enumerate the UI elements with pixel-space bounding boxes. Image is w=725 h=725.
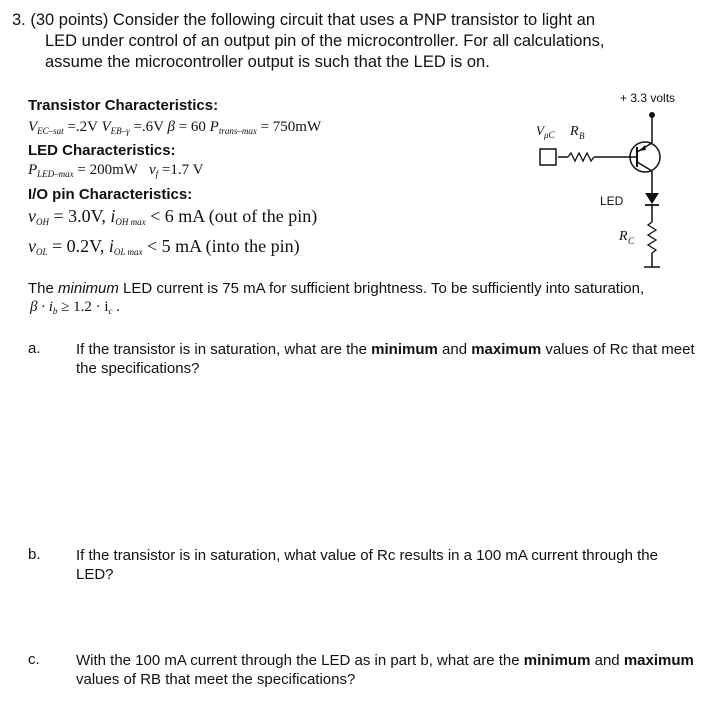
item-c-b1: minimum [523,652,591,669]
intro-line-3: assume the microcontroller output is such that the LED is on. [45,53,490,71]
vec-sat-value: =.2V [67,119,98,135]
io-heading: I/O pin Characteristics: [28,186,193,203]
item-a-b1: minimum [371,341,438,358]
vol-value: = 0.2V, [52,236,105,256]
supply-label: + 3.3 volts [620,91,676,105]
transistor-params: $V_{EC-sat} =.2V$ $V_{EB-\gamma} =.6V$ β = 60 $P_{trans-max} = 750mW$ [28,119,322,136]
item-c-t2: and [590,652,624,669]
pnp-led-circuit-diagram [520,85,700,285]
ioh-value: < 6 mA (out of the pin) [150,206,318,226]
transistor-collector [637,162,652,171]
item-b-letter: b. [28,546,41,563]
question-points: (30 points) [30,11,109,29]
item-c-t1: With the 100 mA current through the LED as in part b, what are the [76,652,524,669]
rc-resistor [648,222,656,253]
question-title [12,10,712,73]
item-b-t1: If the transistor is in saturation, what value of Rc results in a 100 mA current through the LED? [76,547,658,583]
item-c-b2: maximum [623,652,694,669]
vuc-subscript: μC [544,130,555,140]
paragraph-emphasis: minimum [58,280,119,297]
formula-beta-ib: β · i [30,299,53,315]
formula-c-sub: c [108,306,113,316]
intro-line-1: Consider the following circuit that uses a PNP transistor to light an [112,11,596,29]
formula-mid: ≥ 1.2 · i [57,299,109,315]
formula-end: . [112,299,121,315]
led-params: $P_{LED-max} = 200mW$ $v_f =1.7$ V [28,162,204,179]
saturation-formula [30,299,120,316]
iol-value: < 5 mA (into the pin) [146,236,300,256]
led-label: LED [600,194,624,208]
formula-b-sub: b [52,306,58,316]
io-voh-line: $v_{OH} = 3.0V$, $i_{OH max} < 6$ mA (out of the pin) [28,206,318,227]
beta-value: = 60 [178,119,206,135]
brightness-paragraph [28,280,644,297]
item-a-t1: If the transistor is in saturation, what are the [76,341,372,358]
rb-label: R [570,124,579,139]
item-a-b2: maximum [471,341,542,358]
item-a-text [76,340,696,378]
ptrans-value: = 750mW [260,119,322,135]
rc-label: R [619,229,628,244]
vuc-label: V [536,123,544,138]
io-vol-line: $v_{OL} = 0.2V$, $i_{OL max} < 5$ mA (into the pin) [28,236,300,257]
voh-value: = 3.0V, [53,206,106,226]
item-c-t3: values of RB that meet the specifications? [76,671,356,688]
paragraph-post: LED current is 75 mA for sufficient brightness. To be sufficiently into saturation, [123,280,645,297]
rc-subscript: C [628,236,635,246]
microcontroller-pin [540,149,556,165]
rb-resistor [568,153,594,161]
item-c-letter: c. [28,651,40,668]
led-diode-symbol [645,193,659,204]
pled-value: = 200mW [77,162,138,178]
item-a-letter: a. [28,340,41,357]
question-number: 3. [12,11,26,29]
item-a-t2: and [437,341,472,358]
intro-line-2: LED under control of an output pin of the microcontroller. For all calculations, [45,32,605,50]
transistor-heading: Transistor Characteristics: [28,97,219,114]
item-a-t3: values of Rc that meet the specifications? [76,341,695,377]
led-heading: LED Characteristics: [28,142,176,159]
item-b-text [76,546,696,584]
item-c-text [76,651,696,689]
emitter-arrow [639,145,646,151]
rb-subscript: B [579,131,585,141]
veb-value: =.6V [133,119,164,135]
paragraph-pre: The [28,280,54,297]
vf-value: =1.7 V [161,162,204,178]
